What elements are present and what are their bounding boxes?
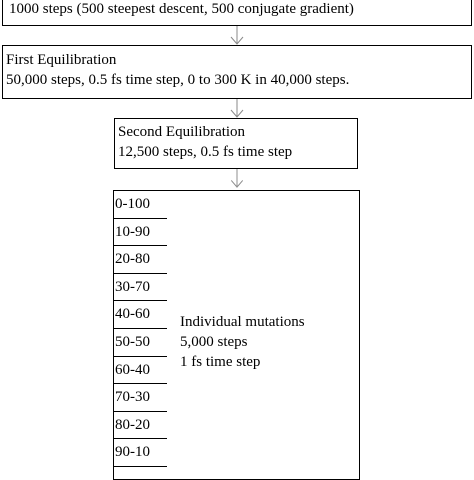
minimization-line-1: 1000 steps (500 steepest descent, 500 conjugate gradient) xyxy=(9,1,354,17)
mutations-box xyxy=(113,190,360,480)
mutation-ratio-label: 50-50 xyxy=(115,334,150,350)
mutation-ratio-label: 60-40 xyxy=(115,361,150,378)
mutation-ratio-label: 70-30 xyxy=(115,389,150,406)
first-equilibration-title: First Equilibration xyxy=(6,52,117,68)
second-equilibration-title: Second Equilibration xyxy=(118,124,246,140)
mutation-ratio-item xyxy=(114,274,167,302)
arrow-minimization-to-first-equilibration xyxy=(228,26,246,46)
mutation-ratio-item xyxy=(114,384,167,412)
first-equilibration-details: 50,000 steps, 0.5 fs time step, 0 to 300 K in 40,000 steps. xyxy=(6,72,350,88)
mutation-description-timestep: 1 fs time step xyxy=(180,354,261,370)
mutation-ratio-item xyxy=(114,439,167,467)
mutation-ratio-label: 20-80 xyxy=(115,251,150,268)
first-equilibration-box xyxy=(2,45,472,99)
mutation-ratio-label: 10-90 xyxy=(115,223,150,240)
arrow-first-to-second-equilibration xyxy=(228,99,246,119)
mutation-ratio-label: 40-60 xyxy=(115,306,150,323)
mutation-ratio-label: 0-100 xyxy=(115,196,150,212)
mutation-ratio-item xyxy=(114,301,167,329)
mutation-ratio-item xyxy=(114,412,167,440)
mutation-ratio-item xyxy=(114,329,167,357)
mutation-description xyxy=(180,312,305,372)
mutation-ratio-label: 80-20 xyxy=(115,416,150,433)
minimization-box xyxy=(2,0,472,26)
second-equilibration-box xyxy=(114,118,358,169)
mutation-description-title: Individual mutations xyxy=(180,314,305,330)
mutation-ratio-item xyxy=(114,191,167,219)
arrow-second-equilibration-to-mutations xyxy=(228,169,246,189)
second-equilibration-details: 12,500 steps, 0.5 fs time step xyxy=(118,144,293,160)
mutation-description-steps: 5,000 steps xyxy=(180,334,248,350)
mutation-ratio-label: 90-10 xyxy=(115,444,150,461)
mutation-ratio-item xyxy=(114,357,167,385)
mutation-ratio-item xyxy=(114,246,167,274)
mutation-ratio-label: 30-70 xyxy=(115,278,150,295)
mutation-ratio-item xyxy=(114,219,167,247)
